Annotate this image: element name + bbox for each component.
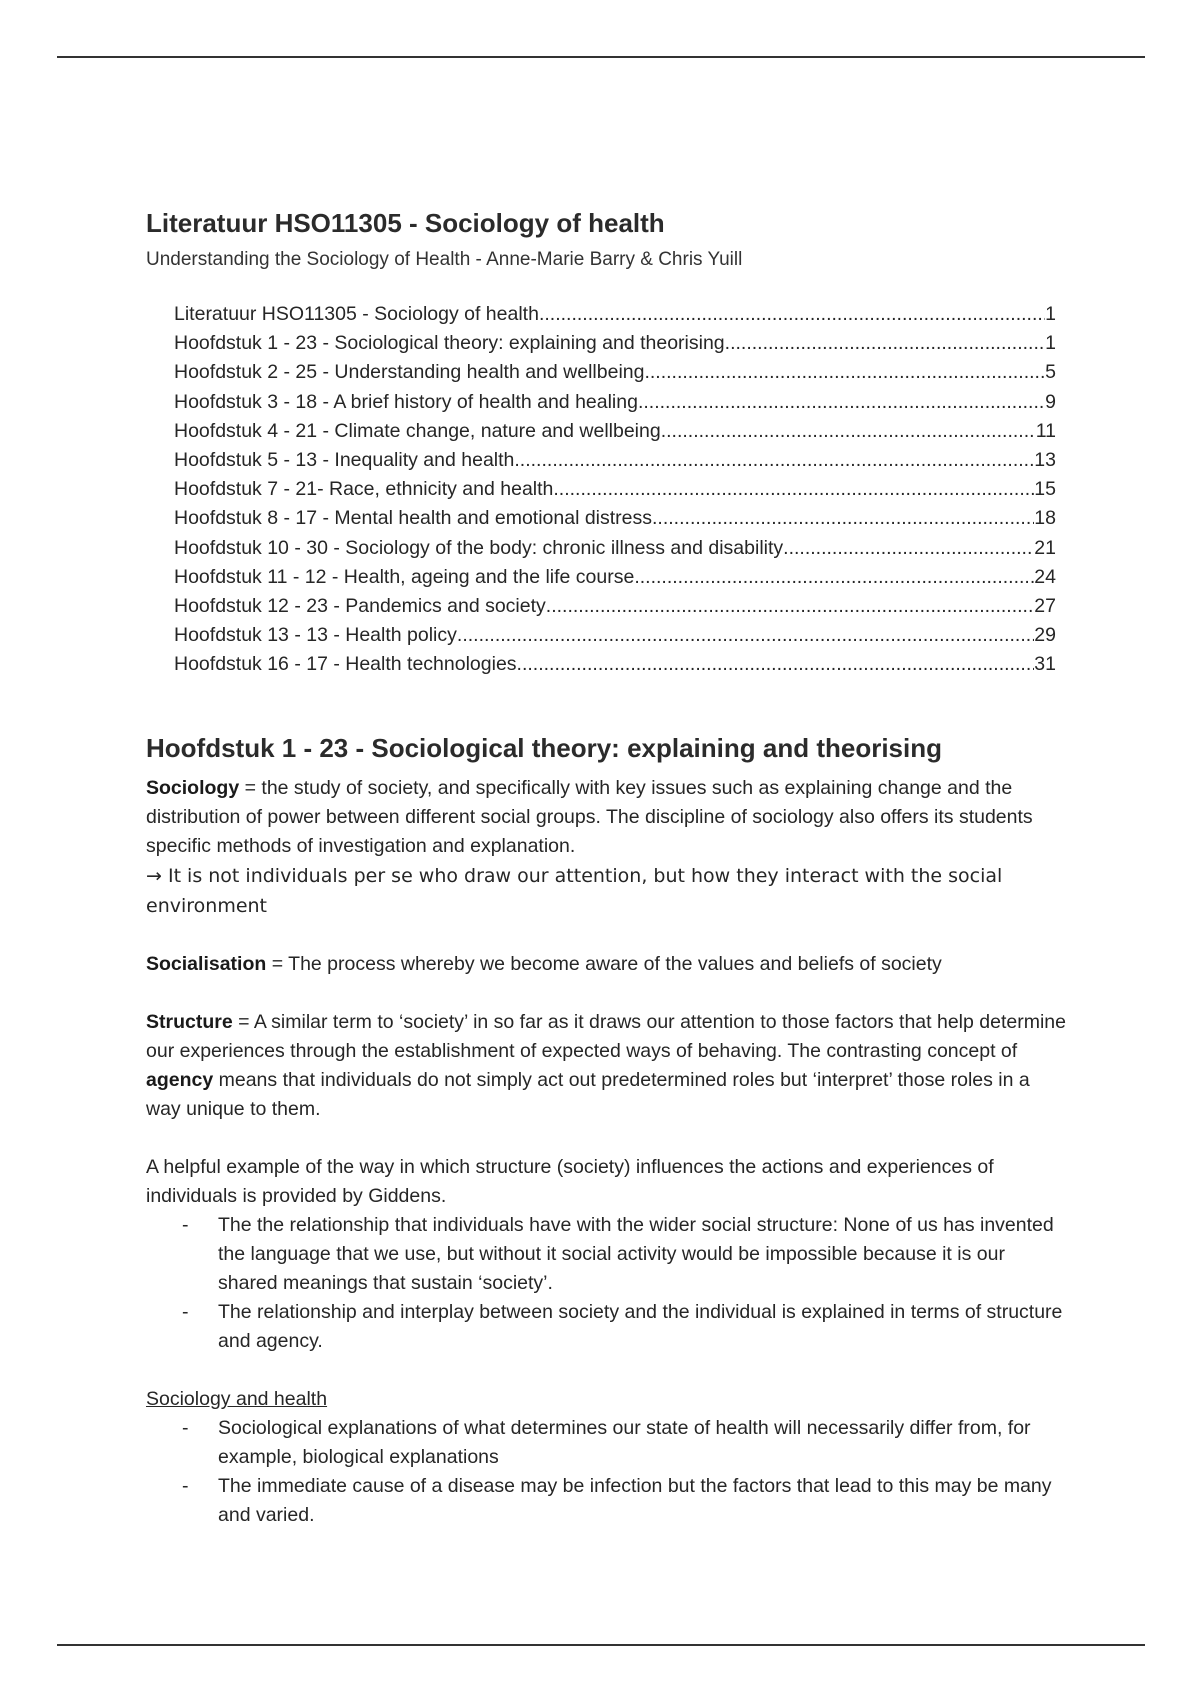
toc-entry-title: Hoofdstuk 3 - 18 - A brief history of health and healing	[174, 390, 638, 413]
toc-entry-page: 11	[1035, 419, 1056, 442]
toc-leader	[539, 300, 1045, 329]
toc-entry-page: 1	[1045, 332, 1056, 355]
toc-entry[interactable]	[174, 358, 1056, 387]
table-of-contents	[174, 300, 1056, 679]
structure-definition-text: = A similar term to ‘society’ in so far as it draws our attention to those factors that help determine our experiences through the establishment of expected ways of behaving. The contrasting concept of	[146, 1011, 1066, 1063]
term-agency: agency	[146, 1069, 214, 1092]
toc-entry-title: Hoofdstuk 11 - 12 - Health, ageing and the life course	[174, 565, 635, 588]
sociology-definition	[146, 774, 1066, 861]
toc-leader	[457, 621, 1034, 650]
toc-entry-title: Hoofdstuk 2 - 25 - Understanding health and wellbeing	[174, 361, 645, 384]
toc-entry-page: 27	[1034, 594, 1056, 617]
agency-definition-text: means that individuals do not simply act out predetermined roles but ‘interpret’ those roles in a way unique to them.	[146, 1069, 1030, 1121]
chapter-title: Hoofdstuk 1 - 23 - Sociological theory: explaining and theorising	[146, 733, 942, 764]
toc-entry-page: 31	[1034, 653, 1056, 676]
toc-entry-page: 9	[1045, 390, 1056, 413]
toc-leader	[783, 534, 1034, 563]
socialisation-definition-text: = The process whereby we become aware of the values and beliefs of society	[266, 953, 942, 976]
toc-entry[interactable]	[174, 388, 1056, 417]
socialisation-definition	[146, 950, 1066, 979]
toc-entry[interactable]	[174, 650, 1056, 679]
toc-entry[interactable]	[174, 563, 1056, 592]
toc-entry-page: 13	[1034, 448, 1056, 471]
toc-entry-title: Hoofdstuk 4 - 21 - Climate change, nature and wellbeing	[174, 419, 661, 442]
term-socialisation: Socialisation	[146, 953, 267, 976]
document-title: Literatuur HSO11305 - Sociology of health	[146, 208, 665, 238]
toc-entry[interactable]	[174, 504, 1056, 533]
toc-entry[interactable]	[174, 475, 1056, 504]
term-sociology: Sociology	[146, 777, 240, 800]
toc-entry-title: Hoofdstuk 7 - 21- Race, ethnicity and health	[174, 478, 554, 501]
toc-entry[interactable]	[174, 621, 1056, 650]
toc-entry[interactable]	[174, 446, 1056, 475]
toc-entry-title: Hoofdstuk 10 - 30 - Sociology of the body: chronic illness and disability	[174, 536, 784, 559]
toc-entry-title: Hoofdstuk 1 - 23 - Sociological theory: explaining and theorising	[174, 332, 725, 355]
list-item: - The immediate cause of a disease may be infection but the factors that lead to this may be many and varied.	[218, 1472, 1066, 1530]
toc-leader	[644, 358, 1045, 387]
sociology-and-health-heading: Sociology and health	[146, 1388, 328, 1411]
toc-leader	[514, 446, 1034, 475]
toc-leader	[725, 329, 1045, 358]
list-item: - Sociological explanations of what determines our state of health will necessarily differ from, for example, biological explanations	[218, 1414, 1066, 1472]
toc-entry-title: Hoofdstuk 5 - 13 - Inequality and health	[174, 448, 515, 471]
giddens-intro: A helpful example of the way in which structure (society) influences the actions and experiences of individuals is provided by Giddens.	[146, 1156, 994, 1208]
toc-entry-page: 5	[1045, 361, 1056, 384]
toc-entry[interactable]	[174, 300, 1056, 329]
structure-definition	[146, 1008, 1066, 1124]
term-structure: Structure	[146, 1011, 233, 1034]
toc-entry-title: Hoofdstuk 12 - 23 - Pandemics and society	[174, 594, 546, 617]
toc-leader	[638, 388, 1045, 417]
toc-leader	[553, 475, 1034, 504]
toc-entry-page: 29	[1034, 624, 1056, 647]
toc-leader	[517, 650, 1035, 679]
toc-entry-page: 21	[1034, 536, 1056, 559]
document-subtitle: Understanding the Sociology of Health - Anne-Marie Barry & Chris Yuill	[146, 249, 743, 270]
arrow-note: → It is not individuals per se who draw our attention, but how they interact with the social environment	[146, 865, 1003, 918]
toc-entry[interactable]	[174, 592, 1056, 621]
toc-leader	[661, 417, 1036, 446]
toc-entry-page: 1	[1045, 303, 1056, 325]
toc-entry-page: 15	[1034, 478, 1056, 501]
toc-entry-title: Hoofdstuk 16 - 17 - Health technologies	[174, 653, 517, 676]
list-item: - The relationship and interplay between society and the individual is explained in terms of structure and agency.	[218, 1298, 1066, 1356]
list-item: - The the relationship that individuals have with the wider social structure: None of us has invented the language that we use, but without it social activity would be impossible because it is our shared meanings that sustain ‘society’.	[218, 1211, 1066, 1298]
toc-entry-page: 18	[1034, 507, 1056, 530]
toc-entry-page: 24	[1034, 565, 1056, 588]
sociology-definition-text: = the study of society, and specifically with key issues such as explaining change and the distribution of power between different social groups. The discipline of sociology also offers its students specific methods of investigation and explanation.	[146, 777, 1033, 858]
health-list	[146, 1414, 1066, 1530]
toc-entry[interactable]	[174, 417, 1056, 446]
page-content	[146, 205, 1066, 1530]
giddens-list	[146, 1211, 1066, 1356]
toc-entry-title: Hoofdstuk 13 - 13 - Health policy	[174, 624, 457, 647]
toc-entry-title: Hoofdstuk 8 - 17 - Mental health and emotional distress	[174, 507, 653, 530]
toc-entry-title: Literatuur HSO11305 - Sociology of health	[174, 303, 539, 325]
toc-entry[interactable]	[174, 329, 1056, 358]
header-rule	[57, 56, 1145, 58]
footer-rule	[57, 1644, 1145, 1646]
toc-leader	[652, 504, 1034, 533]
toc-leader	[634, 563, 1034, 592]
toc-entry[interactable]	[174, 534, 1056, 563]
toc-leader	[546, 592, 1035, 621]
